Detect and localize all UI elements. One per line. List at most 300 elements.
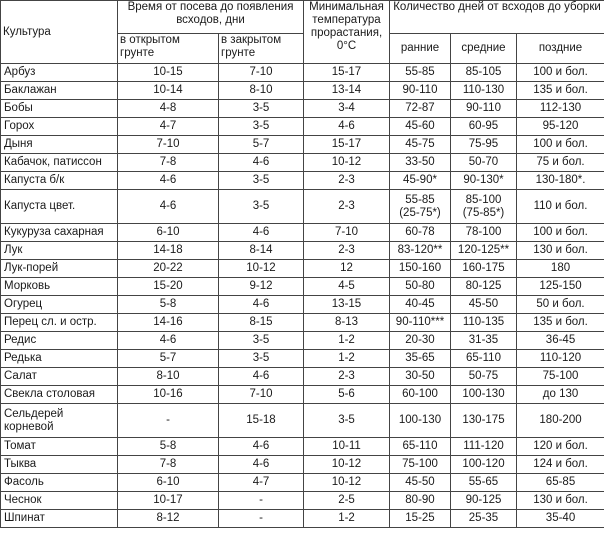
closed-ground-cell-text: - <box>259 494 263 506</box>
open-ground-cell <box>118 190 219 224</box>
crop-name-cell <box>1 332 118 350</box>
open-ground-cell <box>118 136 219 154</box>
late-cell-text: до 130 <box>542 388 579 400</box>
open-ground-cell-text: 7-8 <box>159 156 177 168</box>
crop-name-cell-text: Салат <box>4 370 37 382</box>
open-ground-cell-text: 5-8 <box>159 440 177 452</box>
min-temp-cell-text: 10-11 <box>332 440 361 452</box>
open-ground-cell-text: 8-10 <box>156 370 180 382</box>
open-ground-cell-text: 4-6 <box>159 174 177 186</box>
crop-name-cell-text: Баклажан <box>4 84 57 96</box>
header-sowing-time: Время от посева до появления всходов, дни <box>118 1 304 34</box>
early-cell-text: 45-60 <box>405 120 435 132</box>
medium-cell-secondary-text: (75-85*) <box>462 206 505 219</box>
min-temp-cell-text: 2-3 <box>338 244 355 256</box>
min-temp-cell <box>304 64 390 82</box>
table-row <box>1 456 604 474</box>
open-ground-cell-text: 4-8 <box>159 102 177 114</box>
table-row <box>1 154 604 172</box>
early-cell-text: 83-120** <box>397 244 443 256</box>
medium-cell-text: 60-95 <box>468 120 499 132</box>
crop-name-cell-text: Тыква <box>4 458 37 470</box>
min-temp-cell <box>304 190 390 224</box>
header-early: ранние <box>390 34 451 64</box>
medium-cell <box>451 438 517 456</box>
early-cell <box>390 136 451 154</box>
late-cell-text: 120 и бол. <box>533 440 588 452</box>
late-cell <box>517 172 604 190</box>
table-row <box>1 350 604 368</box>
table-body <box>1 64 604 528</box>
medium-cell <box>451 82 517 100</box>
medium-cell-text: 130-175 <box>462 414 505 426</box>
open-ground-cell <box>118 100 219 118</box>
late-cell <box>517 296 604 314</box>
min-temp-cell-text: 2-3 <box>338 174 355 186</box>
early-cell-text: 80-90 <box>405 494 435 506</box>
crop-name-cell <box>1 474 118 492</box>
table-row <box>1 474 604 492</box>
medium-cell <box>451 456 517 474</box>
early-cell <box>390 100 451 118</box>
crop-name-cell <box>1 492 118 510</box>
open-ground-cell-text: 6-10 <box>156 476 180 488</box>
late-cell-text: 36-45 <box>545 334 576 346</box>
closed-ground-cell-text: 3-5 <box>252 174 270 186</box>
open-ground-cell-text: 14-16 <box>153 316 183 328</box>
min-temp-cell <box>304 242 390 260</box>
open-ground-cell-text: 4-7 <box>159 120 177 132</box>
closed-ground-cell-text: 7-10 <box>249 388 273 400</box>
late-cell-text: 75-100 <box>542 370 579 382</box>
closed-ground-cell <box>219 456 304 474</box>
late-cell <box>517 386 604 404</box>
medium-cell <box>451 474 517 492</box>
medium-cell-text: 160-175 <box>462 262 505 274</box>
early-cell <box>390 296 451 314</box>
late-cell-text: 180 <box>550 262 571 274</box>
open-ground-cell-text: 4-6 <box>159 334 177 346</box>
min-temp-cell <box>304 332 390 350</box>
min-temp-cell-text: 4-5 <box>338 280 355 292</box>
medium-cell <box>451 64 517 82</box>
early-cell <box>390 82 451 100</box>
crop-name-cell-text: Шпинат <box>4 512 45 524</box>
crop-name-cell-text: Бобы <box>4 102 33 114</box>
min-temp-cell-text: 10-12 <box>331 156 362 168</box>
open-ground-cell-text: 10-14 <box>153 84 183 96</box>
closed-ground-cell-text: 4-6 <box>252 458 270 470</box>
medium-cell <box>451 242 517 260</box>
min-temp-cell <box>304 456 390 474</box>
table-row <box>1 136 604 154</box>
medium-cell <box>451 136 517 154</box>
crop-name-cell <box>1 438 118 456</box>
closed-ground-cell-text: 10-12 <box>246 262 276 274</box>
closed-ground-cell <box>219 314 304 332</box>
open-ground-cell <box>118 278 219 296</box>
closed-ground-cell <box>219 242 304 260</box>
min-temp-cell-text: 2-5 <box>338 494 355 506</box>
table-row <box>1 296 604 314</box>
crop-name-cell <box>1 456 118 474</box>
crop-name-cell-text: Редька <box>4 352 42 364</box>
closed-ground-cell-text: 8-15 <box>249 316 273 328</box>
closed-ground-cell-text: 8-14 <box>249 244 273 256</box>
closed-ground-cell <box>219 82 304 100</box>
min-temp-cell <box>304 404 390 438</box>
min-temp-cell-text: 8-13 <box>334 316 359 328</box>
min-temp-cell <box>304 510 390 528</box>
closed-ground-cell-text: 4-6 <box>252 440 270 452</box>
closed-ground-cell <box>219 386 304 404</box>
medium-cell <box>451 386 517 404</box>
late-cell-text: 35-40 <box>545 512 576 524</box>
closed-ground-cell-text: 3-5 <box>252 102 270 114</box>
closed-ground-cell-text: 8-10 <box>249 84 273 96</box>
min-temp-cell-text: 15-17 <box>331 138 362 150</box>
medium-cell-text: 100-130 <box>462 388 505 400</box>
min-temp-cell <box>304 82 390 100</box>
open-ground-cell-text: 14-18 <box>153 244 183 256</box>
medium-cell-text: 65-110 <box>466 352 501 364</box>
early-cell <box>390 510 451 528</box>
late-cell-text: 130-180*. <box>535 174 586 186</box>
late-cell-text: 65-85 <box>545 476 576 488</box>
min-temp-cell-text: 13-15 <box>331 298 362 310</box>
late-cell <box>517 136 604 154</box>
min-temp-cell-text: 3-4 <box>338 102 355 114</box>
closed-ground-cell <box>219 510 304 528</box>
crop-name-cell-text: Арбуз <box>4 66 36 78</box>
closed-ground-cell <box>219 332 304 350</box>
early-cell-text: 90-110*** <box>395 316 445 328</box>
late-cell-text: 110 и бол. <box>533 200 588 212</box>
table-row <box>1 438 604 456</box>
closed-ground-cell <box>219 438 304 456</box>
closed-ground-cell <box>219 368 304 386</box>
early-cell <box>390 492 451 510</box>
min-temp-cell-text: 2-3 <box>338 200 355 212</box>
crop-name-cell <box>1 260 118 278</box>
crop-name-cell <box>1 368 118 386</box>
header-late: поздние <box>517 34 604 64</box>
open-ground-cell-text: 10-15 <box>153 66 183 78</box>
medium-cell-text: 85-105 <box>465 66 502 78</box>
medium-cell <box>451 492 517 510</box>
open-ground-cell <box>118 332 219 350</box>
crop-name-cell <box>1 154 118 172</box>
medium-cell-text: 110-130 <box>462 84 505 96</box>
table-row <box>1 118 604 136</box>
late-cell-text: 50 и бол. <box>536 298 585 310</box>
early-cell <box>390 456 451 474</box>
early-cell <box>390 242 451 260</box>
open-ground-cell <box>118 314 219 332</box>
closed-ground-cell-text: 9-12 <box>249 280 273 292</box>
early-cell-text: 90-110 <box>402 84 438 96</box>
early-cell <box>390 438 451 456</box>
late-cell <box>517 368 604 386</box>
closed-ground-cell-text: 4-6 <box>252 298 270 310</box>
early-cell-text: 60-100 <box>402 388 438 400</box>
late-cell <box>517 242 604 260</box>
medium-cell <box>451 172 517 190</box>
closed-ground-cell <box>219 118 304 136</box>
late-cell <box>517 332 604 350</box>
header-closed-ground: в закрытом грунте <box>219 34 304 64</box>
late-cell-text: 124 и бол. <box>533 458 588 470</box>
late-cell <box>517 82 604 100</box>
table-row <box>1 82 604 100</box>
table-row <box>1 64 604 82</box>
medium-cell <box>451 332 517 350</box>
medium-cell-text: 90-130* <box>463 174 504 186</box>
medium-cell-text: 110-135 <box>462 316 505 328</box>
medium-cell-text: 80-125 <box>465 280 502 292</box>
medium-cell <box>451 260 517 278</box>
late-cell <box>517 260 604 278</box>
table-row <box>1 224 604 242</box>
medium-cell-text: 90-110 <box>466 102 501 114</box>
header-min-temperature: Минимальная температура прорастания, 0°С <box>304 1 390 64</box>
open-ground-cell-text: 7-8 <box>159 458 177 470</box>
early-cell-text: 40-45 <box>405 298 435 310</box>
open-ground-cell <box>118 510 219 528</box>
closed-ground-cell <box>219 136 304 154</box>
early-cell-text: 45-90* <box>403 174 437 186</box>
crop-name-cell-text: Кабачок, патиссон <box>4 156 102 168</box>
closed-ground-cell-text: 4-6 <box>252 370 270 382</box>
early-cell-text: 75-100 <box>402 458 438 470</box>
late-cell-text: 110-120 <box>539 352 582 364</box>
min-temp-cell <box>304 118 390 136</box>
late-cell <box>517 64 604 82</box>
open-ground-cell-text: 4-6 <box>159 200 177 212</box>
crop-name-cell-text: Кукуруза сахарная <box>4 226 104 238</box>
min-temp-cell <box>304 368 390 386</box>
early-cell-text: 60-78 <box>405 226 435 238</box>
min-temp-cell-text: 4-6 <box>338 120 355 132</box>
late-cell <box>517 190 604 224</box>
min-temp-cell-text: 7-10 <box>334 226 359 238</box>
early-cell <box>390 474 451 492</box>
table-row <box>1 314 604 332</box>
header-days-to-harvest: Количество дней от всходов до уборки <box>390 1 604 34</box>
late-cell-text: 135 и бол. <box>533 84 588 96</box>
late-cell-text: 100 и бол. <box>533 138 588 150</box>
crop-name-cell-text: Лук <box>4 244 23 256</box>
table-row <box>1 278 604 296</box>
table-row <box>1 242 604 260</box>
early-cell <box>390 350 451 368</box>
medium-cell-text: 50-70 <box>468 156 499 168</box>
early-cell <box>390 386 451 404</box>
min-temp-cell <box>304 386 390 404</box>
crop-name-cell-text: Огурец <box>4 298 43 310</box>
late-cell <box>517 510 604 528</box>
late-cell-text: 180-200 <box>539 414 582 426</box>
late-cell <box>517 118 604 136</box>
medium-cell-text: 75-95 <box>468 138 499 150</box>
open-ground-cell-text: 20-22 <box>153 262 183 274</box>
min-temp-cell-text: 2-3 <box>338 370 355 382</box>
header-medium: средние <box>451 34 517 64</box>
min-temp-cell <box>304 100 390 118</box>
crop-name-cell <box>1 296 118 314</box>
closed-ground-cell <box>219 474 304 492</box>
crop-name-cell <box>1 172 118 190</box>
medium-cell <box>451 118 517 136</box>
closed-ground-cell-text: 5-7 <box>252 138 270 150</box>
early-cell-text: 35-65 <box>405 352 435 364</box>
crop-name-cell <box>1 118 118 136</box>
late-cell-text: 100 и бол. <box>533 66 588 78</box>
medium-cell <box>451 368 517 386</box>
closed-ground-cell-text: 3-5 <box>252 334 270 346</box>
early-cell-text: 45-75 <box>405 138 435 150</box>
late-cell <box>517 278 604 296</box>
early-cell <box>390 172 451 190</box>
crop-name-cell-text: Сельдерей корневой <box>4 407 64 433</box>
crop-name-cell <box>1 510 118 528</box>
open-ground-cell-text: 5-8 <box>159 298 177 310</box>
table-row <box>1 332 604 350</box>
medium-cell <box>451 350 517 368</box>
early-cell <box>390 314 451 332</box>
early-cell <box>390 118 451 136</box>
crop-name-cell <box>1 314 118 332</box>
late-cell-text: 100 и бол. <box>533 226 588 238</box>
open-ground-cell <box>118 404 219 438</box>
late-cell <box>517 100 604 118</box>
crop-name-cell-text: Капуста б/к <box>4 174 65 186</box>
crop-name-cell-text: Горох <box>4 120 35 132</box>
closed-ground-cell <box>219 350 304 368</box>
table-row <box>1 404 604 438</box>
open-ground-cell <box>118 474 219 492</box>
closed-ground-cell-text: 4-7 <box>252 476 270 488</box>
medium-cell-text: 111-120 <box>463 440 504 452</box>
closed-ground-cell-text: 15-18 <box>246 414 276 426</box>
closed-ground-cell-text: 3-5 <box>252 200 270 212</box>
min-temp-cell-text: 1-2 <box>338 334 355 346</box>
early-cell <box>390 404 451 438</box>
min-temp-cell-text: 12 <box>340 262 353 274</box>
closed-ground-cell <box>219 100 304 118</box>
crop-name-cell <box>1 350 118 368</box>
medium-cell-text: 45-50 <box>468 298 499 310</box>
crop-name-cell <box>1 404 118 438</box>
min-temp-cell <box>304 278 390 296</box>
crop-name-cell-text: Капуста цвет. <box>4 200 76 212</box>
header-open-ground: в открытом грунте <box>118 34 219 64</box>
late-cell-text: 95-120 <box>542 120 579 132</box>
open-ground-cell <box>118 118 219 136</box>
medium-cell <box>451 154 517 172</box>
late-cell-text: 130 и бол. <box>533 494 588 506</box>
open-ground-cell <box>118 82 219 100</box>
crop-name-cell <box>1 278 118 296</box>
late-cell <box>517 492 604 510</box>
medium-cell-text: 50-75 <box>468 370 499 382</box>
early-cell-secondary-text: (25-75*) <box>399 206 441 219</box>
late-cell <box>517 404 604 438</box>
open-ground-cell <box>118 456 219 474</box>
early-cell-text: 150-160 <box>398 262 442 274</box>
early-cell <box>390 190 451 224</box>
early-cell-text: 55-85 <box>405 193 435 206</box>
min-temp-cell <box>304 296 390 314</box>
early-cell-text: 100-130 <box>398 414 442 426</box>
closed-ground-cell-text: 3-5 <box>252 352 270 364</box>
early-cell <box>390 154 451 172</box>
table-row <box>1 510 604 528</box>
medium-cell-text: 120-125** <box>457 244 510 256</box>
early-cell-text: 65-110 <box>402 440 438 452</box>
early-cell-text: 55-85 <box>405 66 435 78</box>
crop-name-cell-text: Дыня <box>4 138 33 150</box>
medium-cell-text: 31-35 <box>468 334 499 346</box>
crop-name-cell-text: Перец сл. и остр. <box>4 316 97 328</box>
crop-name-cell <box>1 136 118 154</box>
medium-cell-text: 55-65 <box>468 476 499 488</box>
closed-ground-cell <box>219 154 304 172</box>
min-temp-cell-text: 1-2 <box>338 352 355 364</box>
early-cell <box>390 368 451 386</box>
late-cell <box>517 154 604 172</box>
crop-name-cell <box>1 100 118 118</box>
min-temp-cell <box>304 438 390 456</box>
medium-cell <box>451 190 517 224</box>
min-temp-cell <box>304 474 390 492</box>
early-cell-text: 33-50 <box>405 156 435 168</box>
early-cell-text: 15-25 <box>405 512 435 524</box>
table-row <box>1 100 604 118</box>
crop-name-cell <box>1 190 118 224</box>
closed-ground-cell <box>219 260 304 278</box>
crop-name-cell-text: Фасоль <box>4 476 44 488</box>
min-temp-cell-text: 10-12 <box>331 476 362 488</box>
closed-ground-cell <box>219 278 304 296</box>
early-cell-text: 30-50 <box>405 370 435 382</box>
closed-ground-cell <box>219 190 304 224</box>
closed-ground-cell-text: 4-6 <box>252 156 270 168</box>
open-ground-cell-text: - <box>166 414 170 426</box>
medium-cell <box>451 278 517 296</box>
open-ground-cell-text: 15-20 <box>153 280 183 292</box>
early-cell <box>390 224 451 242</box>
min-temp-cell <box>304 224 390 242</box>
medium-cell <box>451 100 517 118</box>
medium-cell <box>451 510 517 528</box>
open-ground-cell-text: 6-10 <box>156 226 180 238</box>
closed-ground-cell <box>219 224 304 242</box>
open-ground-cell-text: 10-16 <box>153 388 183 400</box>
late-cell-text: 135 и бол. <box>533 316 588 328</box>
open-ground-cell <box>118 224 219 242</box>
closed-ground-cell <box>219 296 304 314</box>
early-cell <box>390 260 451 278</box>
open-ground-cell <box>118 64 219 82</box>
crop-name-cell-text: Лук-порей <box>4 262 59 274</box>
late-cell <box>517 314 604 332</box>
open-ground-cell <box>118 296 219 314</box>
medium-cell-text: 85-100 <box>465 193 502 206</box>
crop-name-cell-text: Редис <box>4 334 37 346</box>
late-cell-text: 75 и бол. <box>536 156 585 168</box>
table-row <box>1 386 604 404</box>
